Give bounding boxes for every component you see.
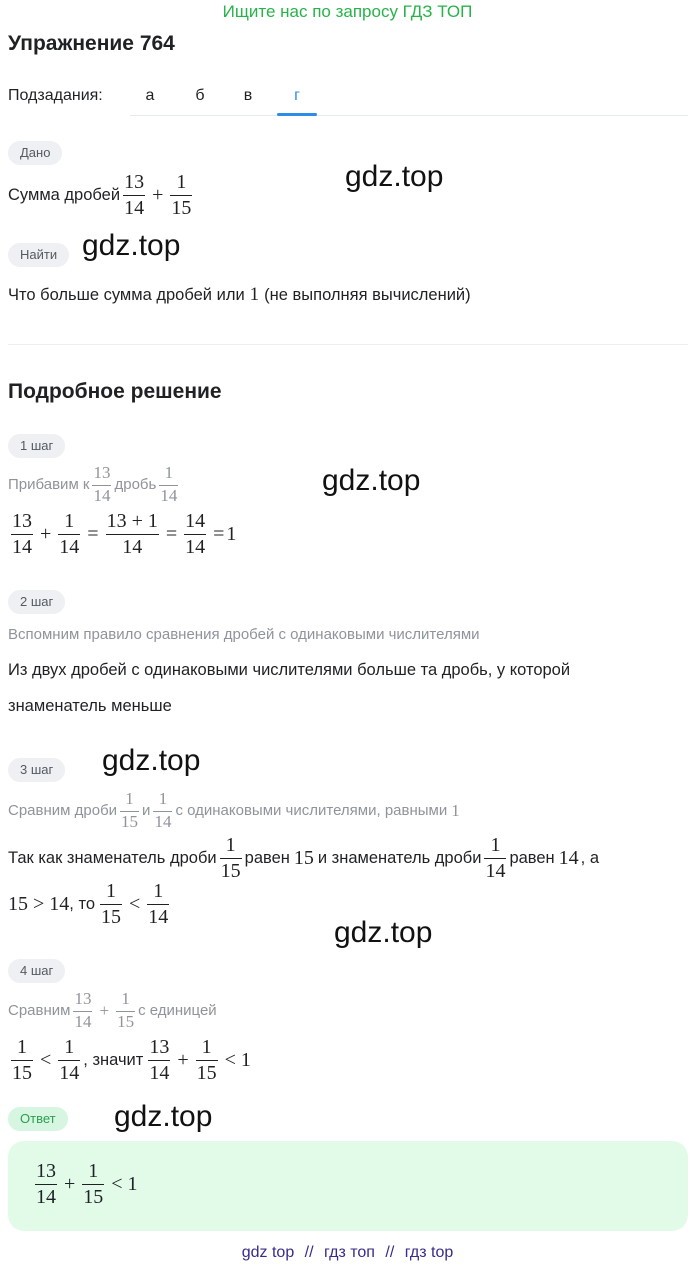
- denominator: 14: [122, 536, 143, 558]
- less-than-sign: <: [40, 1048, 52, 1071]
- tab-v[interactable]: в: [243, 87, 253, 104]
- tab-a[interactable]: а: [145, 87, 155, 104]
- numerator: 13: [74, 989, 92, 1008]
- numerator: 1: [153, 880, 164, 902]
- denominator: 14: [93, 485, 111, 505]
- numerator: 1: [176, 171, 187, 193]
- numerator: 13: [36, 1160, 56, 1182]
- denominator: 14: [485, 860, 506, 882]
- numerator: 1: [64, 510, 75, 532]
- numerator: 1: [64, 1036, 75, 1058]
- text: равен: [509, 848, 555, 867]
- numerator: 13: [93, 463, 111, 482]
- fraction: [196, 1036, 218, 1084]
- step-4-equation: [8, 1036, 251, 1084]
- subtasks-label: Подзадания:: [8, 87, 103, 104]
- hint-text: и: [142, 802, 151, 820]
- step-1-pill: 1 шаг: [8, 434, 65, 458]
- step-1-equation: [8, 510, 236, 558]
- hint-text: с единицей: [138, 1002, 217, 1020]
- value: 14: [558, 846, 579, 869]
- numerator: 1: [225, 834, 236, 856]
- numerator: 1: [17, 1036, 27, 1058]
- denominator: 14: [148, 906, 169, 928]
- numerator: 1: [125, 789, 134, 808]
- step-1-hint: [8, 464, 181, 505]
- denominator: 14: [12, 536, 32, 558]
- numerator: 1: [490, 834, 501, 856]
- plus-sign: +: [177, 1048, 189, 1071]
- step-2-pill: 2 шаг: [8, 590, 65, 614]
- footer-separator: //: [385, 1244, 395, 1261]
- section-divider: [8, 344, 688, 345]
- fraction: [484, 834, 506, 882]
- plus-sign: +: [40, 522, 52, 545]
- numerator: 14: [185, 510, 206, 532]
- given-fraction-2: [170, 171, 192, 219]
- watermark: gdz.top: [322, 464, 421, 497]
- hint-text: с одинаковыми числителями, равными: [175, 802, 448, 820]
- denominator: 15: [220, 860, 241, 882]
- step-2-hint: Вспомним правило сравнения дробей с одинаковыми числителями: [8, 626, 480, 643]
- numerator: 13: [12, 510, 32, 532]
- numerator: 13 + 1: [106, 510, 158, 532]
- given-text: Сумма дробей: [8, 185, 121, 204]
- comparison: 15 > 14: [8, 892, 70, 915]
- active-tab-indicator: [277, 113, 317, 116]
- numerator: 13: [149, 1036, 170, 1058]
- search-banner: Ищите нас по запросу ГДЗ ТОП: [222, 2, 473, 21]
- fraction: [35, 1160, 57, 1208]
- step-2-line-1: Из двух дробей с одинаковыми числителями больше та дробь, у которой: [8, 661, 571, 679]
- less-than-one: < 1: [111, 1172, 138, 1195]
- hint-text: Прибавим к: [8, 476, 90, 494]
- equals-sign: =: [213, 522, 225, 545]
- footer-link-2[interactable]: гдз топ: [324, 1244, 375, 1261]
- hint-text: дробь: [114, 476, 157, 494]
- denominator: 14: [74, 1011, 92, 1031]
- tabs-divider: [130, 115, 688, 116]
- text: равен: [244, 848, 290, 867]
- watermark: gdz.top: [345, 160, 444, 193]
- denominator: 15: [101, 906, 121, 928]
- less-than-sign: <: [129, 892, 141, 915]
- plus-sign: +: [64, 1172, 76, 1195]
- answer-pill: Ответ: [8, 1107, 68, 1131]
- denominator: 15: [121, 811, 139, 831]
- text: , значит: [83, 1050, 144, 1069]
- numerator: 1: [88, 1160, 99, 1182]
- denominator: 14: [185, 536, 206, 558]
- given-fraction-1: [123, 171, 145, 219]
- text: , а: [580, 848, 600, 867]
- step-3-hint: [8, 790, 460, 831]
- watermark: gdz.top: [334, 916, 433, 949]
- footer-link-1[interactable]: gdz top: [241, 1244, 295, 1261]
- fraction: [148, 1036, 170, 1084]
- equals-sign: =: [87, 522, 99, 545]
- tab-g[interactable]: г: [294, 87, 300, 104]
- numerator: 1: [164, 463, 174, 482]
- step-3-line-2: [8, 880, 172, 928]
- denominator: 15: [196, 1062, 217, 1084]
- fraction: [100, 880, 122, 928]
- fraction: [11, 1036, 33, 1084]
- find-one: 1: [249, 284, 260, 305]
- denominator: 14: [36, 1186, 56, 1208]
- step-3-pill: 3 шаг: [8, 758, 65, 782]
- hint-one: 1: [451, 800, 460, 820]
- denominator: 14: [154, 811, 172, 831]
- numerator: 1: [158, 789, 168, 808]
- find-content: [8, 284, 471, 306]
- numerator: 1: [106, 880, 116, 902]
- given-content: [8, 171, 195, 219]
- equals-sign: =: [165, 522, 178, 545]
- denominator: 14: [59, 1062, 80, 1084]
- fraction: [184, 510, 206, 558]
- watermark: gdz.top: [102, 744, 201, 777]
- denominator: 15: [83, 1186, 104, 1208]
- hint-fraction-2: [153, 790, 172, 831]
- fraction: [58, 510, 80, 558]
- hint-fraction-1: [73, 990, 92, 1031]
- result: 1: [226, 522, 237, 545]
- footer-links: [0, 1244, 695, 1262]
- footer-link-3[interactable]: гдз top: [404, 1244, 454, 1261]
- numerator: 1: [121, 989, 130, 1008]
- step-2-line-2: знаменатель меньше: [8, 697, 172, 715]
- watermark: gdz.top: [114, 1100, 213, 1133]
- hint-fraction-2: [116, 990, 135, 1031]
- tab-b[interactable]: б: [195, 87, 205, 104]
- denominator: 15: [171, 197, 192, 219]
- numerator: 1: [201, 1036, 212, 1058]
- fraction: [106, 510, 159, 558]
- hint-fraction-1: [92, 464, 111, 505]
- page-title: Упражнение 764: [8, 32, 175, 55]
- plus-sign: +: [99, 1000, 110, 1020]
- hint-text: Сравним дроби: [8, 802, 118, 820]
- denominator: 14: [149, 1062, 170, 1084]
- denominator: 14: [59, 536, 80, 558]
- answer-equation: [32, 1160, 138, 1208]
- value: 15: [293, 846, 314, 869]
- step-3-line-1: [8, 834, 599, 882]
- step-4-pill: 4 шаг: [8, 959, 65, 983]
- step-4-hint: [8, 990, 217, 1031]
- fraction: [82, 1160, 104, 1208]
- fraction: [147, 880, 169, 928]
- find-pill: Найти: [8, 243, 69, 267]
- find-text-a: Что больше сумма дробей или: [8, 285, 245, 304]
- denominator: 15: [117, 1011, 135, 1031]
- watermark: gdz.top: [82, 229, 181, 262]
- denominator: 14: [124, 197, 145, 219]
- fraction: [11, 510, 33, 558]
- hint-fraction-1: [120, 790, 139, 831]
- find-text-b: (не выполняя вычислений): [264, 285, 471, 304]
- fraction: [220, 834, 242, 882]
- text: Так как знаменатель дроби: [8, 848, 217, 867]
- fraction: [58, 1036, 80, 1084]
- hint-fraction-2: [159, 464, 178, 505]
- numerator: 13: [124, 171, 145, 193]
- text: и знаменатель дроби: [317, 848, 482, 867]
- footer-separator: //: [304, 1244, 314, 1261]
- plus-sign: +: [152, 183, 164, 206]
- denominator: 15: [12, 1062, 32, 1084]
- text: , то: [69, 894, 95, 913]
- solution-title: Подробное решение: [8, 380, 222, 403]
- denominator: 14: [160, 485, 178, 505]
- hint-text: Сравним: [8, 1002, 71, 1020]
- given-pill: Дано: [8, 141, 62, 165]
- less-than-one: < 1: [224, 1048, 251, 1071]
